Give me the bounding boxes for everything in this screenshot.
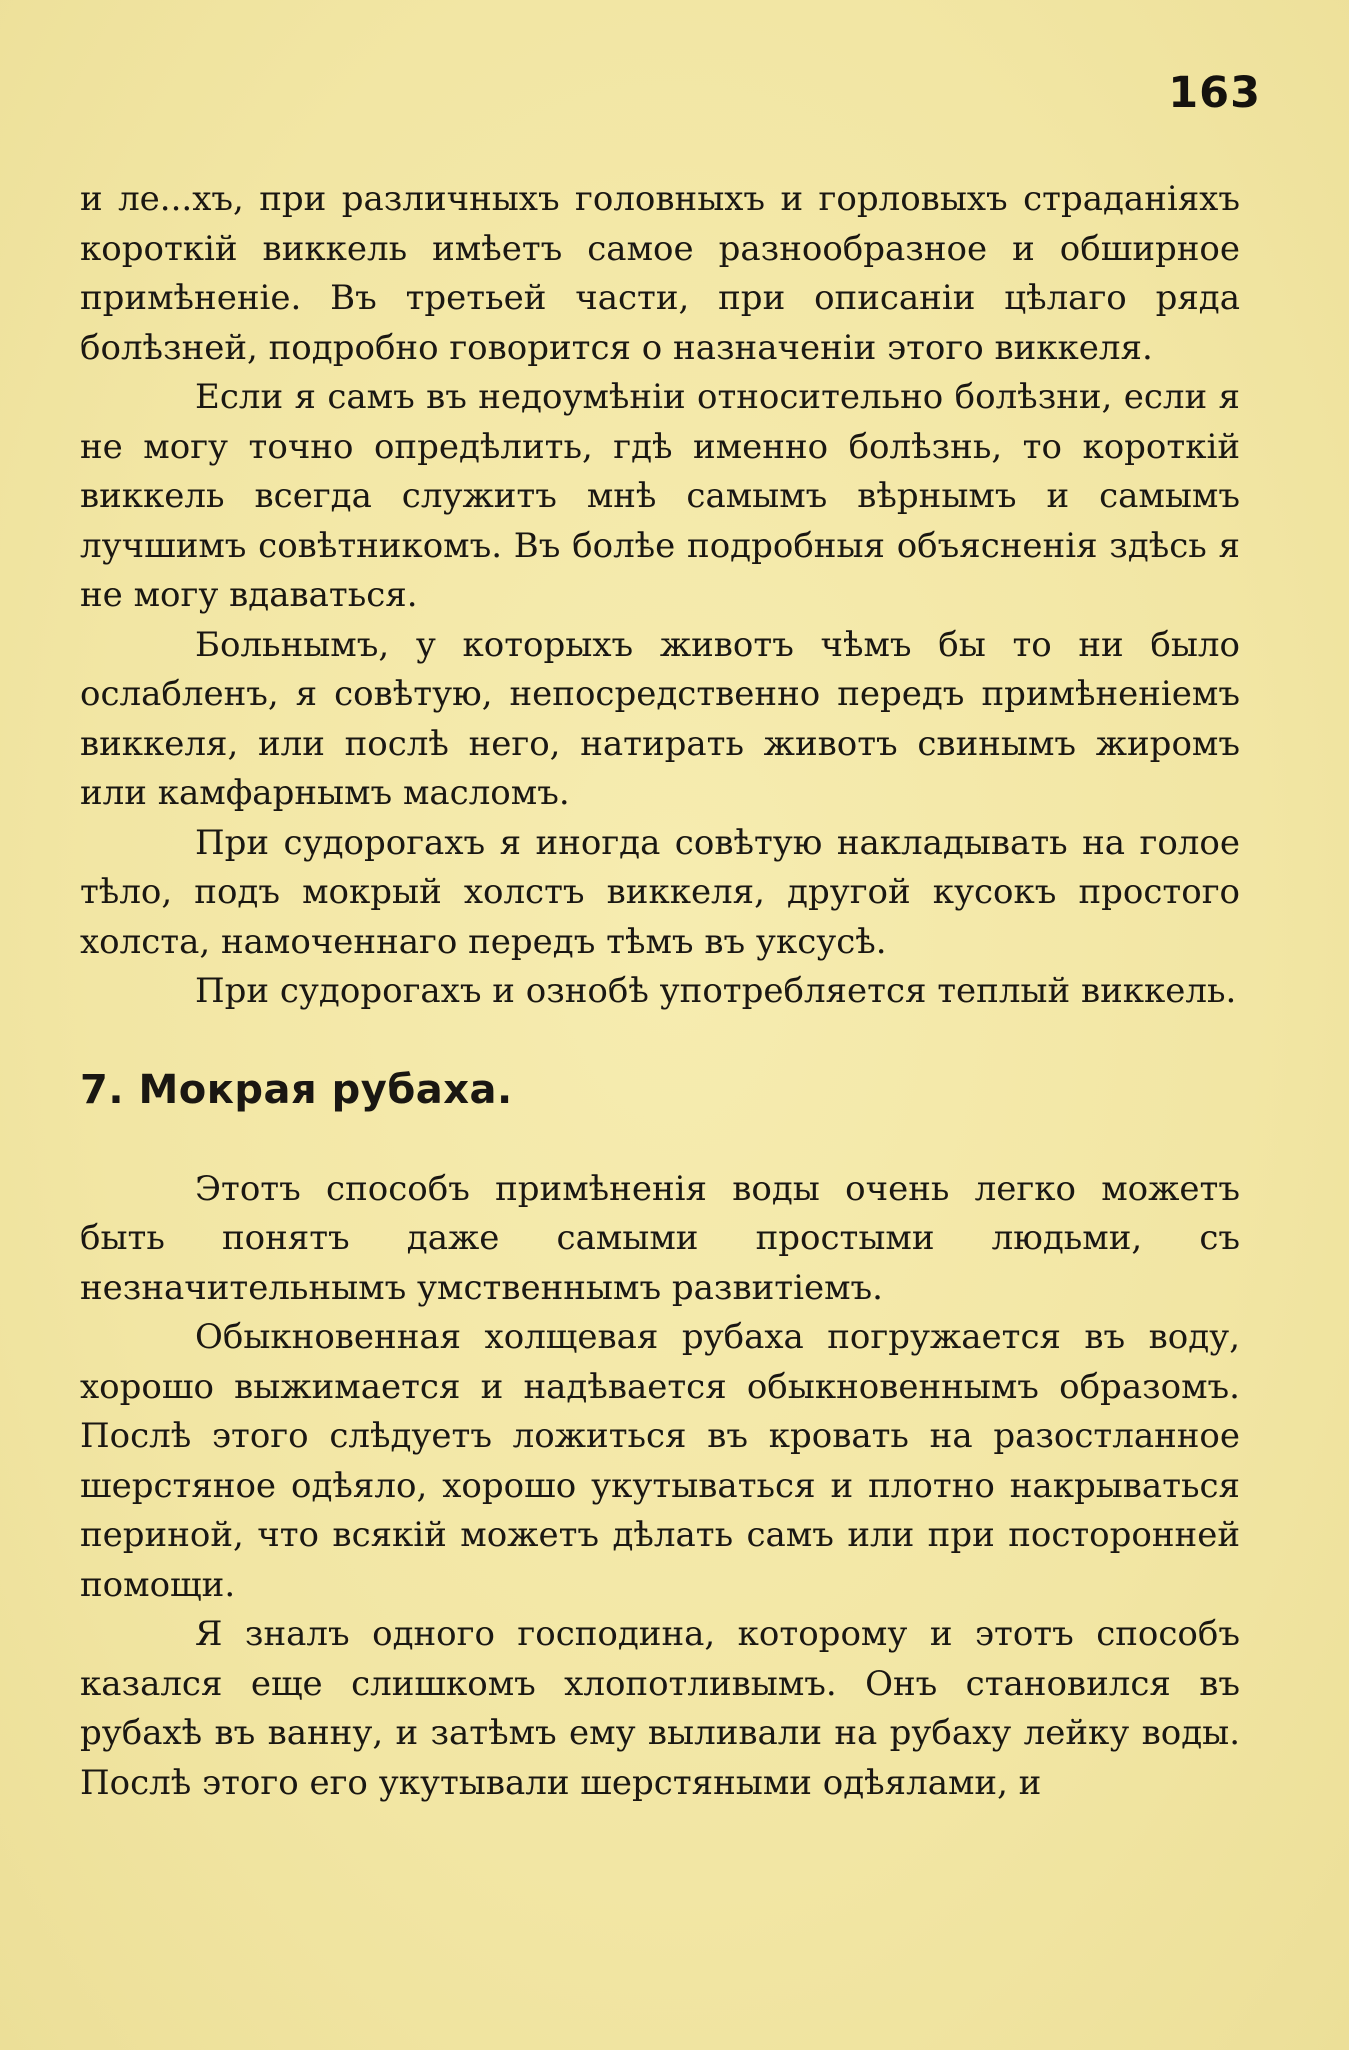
paragraph: Обыкновенная холщевая рубаха погружается въ воду, хорошо выжимается и надѣвается обыкновеннымъ образомъ. Послѣ этого слѣдуетъ ложиться въ кровать на разостланное шерстяное одѣяло, хорошо укутываться и плотно накрываться периной, что всякій можетъ дѣлать самъ или при посторонней помощи. [80,1317,1240,1605]
paragraph: Этотъ способъ примѣненія воды очень легко можетъ быть понятъ даже самыми простыми людьми, съ незначительнымъ умственнымъ развитіемъ. [80,1168,1240,1308]
paragraph: Если я самъ въ недоумѣніи относительно болѣзни, если я не могу точно опредѣлить, гдѣ именно болѣзнь, то короткій виккель всегда служитъ мнѣ самымъ вѣрнымъ и самымъ лучшимъ совѣтникомъ. Въ болѣе подробныя объясненія здѣсь я не могу вдаваться. [80,377,1240,615]
paragraph: Больнымъ, у которыхъ животъ чѣмъ бы то ни было ослабленъ, я совѣтую, непосредственно передъ примѣненіемъ виккеля, или послѣ него, натирать животъ свинымъ жиромъ или камфарнымъ масломъ. [80,624,1240,813]
page-number: 163 [1168,68,1261,118]
paragraph: При судорогахъ я иногда совѣтую накладывать на голое тѣло, подъ мокрый холстъ виккеля, другой кусокъ простого холста, намоченнаго передъ тѣмъ въ уксусѣ. [80,822,1240,962]
paragraph: При судорогахъ и ознобѣ употребляется теплый виккель. [195,971,1237,1011]
body-text [80,175,1240,1808]
section-heading: 7. Мокрая рубаха. [80,1066,513,1113]
paragraph: Я зналъ одного господина, которому и этотъ способъ казался еще слишкомъ хлопотливымъ. Онъ становился въ рубахѣ въ ванну, и затѣмъ ему выливали на рубаху лейку воды. Послѣ этого его укутывали шерстяными одѣялами, и [80,1614,1240,1803]
paragraph: и ле...хъ, при различныхъ головныхъ и горловыхъ страданіяхъ короткій виккель имѣетъ самое разнообразное и обширное примѣненіе. Въ третьей части, при описаніи цѣлаго ряда болѣзней, подробно говорится о назначеніи этого виккеля. [80,179,1240,368]
